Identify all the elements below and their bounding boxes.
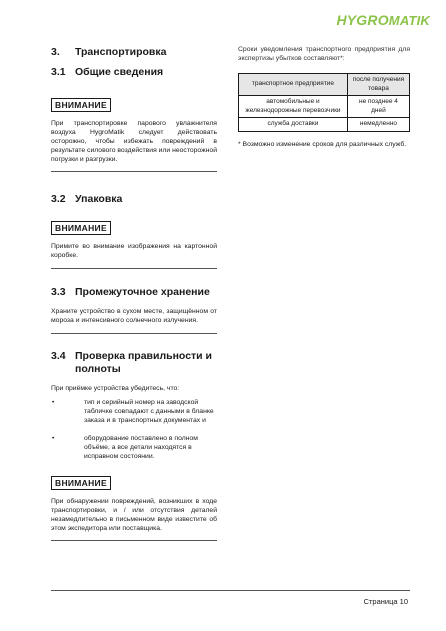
left-column bbox=[51, 45, 217, 541]
table-header-cell: после получения товара bbox=[347, 74, 409, 96]
table-cell: автомобильные и железнодорожные перевозчики bbox=[239, 96, 348, 118]
section-title: Общие сведения bbox=[75, 66, 164, 78]
paragraph: При приёмке устройства убедитесь, что: bbox=[51, 385, 180, 392]
section-number: 3.4 bbox=[51, 350, 66, 362]
section-number: 3.3 bbox=[51, 286, 66, 298]
table-row bbox=[239, 96, 410, 118]
logo-part2: MATIK bbox=[388, 13, 430, 28]
divider bbox=[51, 540, 217, 541]
section-number: 3.1 bbox=[51, 66, 66, 78]
warning-label: ВНИМАНИЕ bbox=[51, 221, 111, 235]
table-header-cell: транспортное предприятие bbox=[239, 74, 348, 96]
section-number: 3.2 bbox=[51, 193, 66, 205]
section-title: Транспортировка bbox=[75, 46, 167, 58]
table-cell: немедленно bbox=[347, 118, 409, 132]
bullet-icon: • bbox=[52, 435, 55, 442]
list-item bbox=[51, 434, 217, 461]
paragraph: При обнаружении повреждений, возникших в ходе транспортировки, и / или отсутствия деталей незамедлительно в письменном виде известите об этом экспедитора или поставщика. bbox=[51, 498, 217, 532]
footer-divider bbox=[51, 590, 410, 591]
footnote: * Возможно изменение сроков для различных служб. bbox=[238, 140, 407, 148]
section-title: Упаковка bbox=[75, 193, 123, 205]
hygromatik-logo bbox=[336, 12, 430, 28]
section-3-heading bbox=[51, 45, 217, 59]
section-title: Проверка правильности и полноты bbox=[75, 350, 213, 375]
paragraph: Сроки уведомления транспортного предприятия для экспертизы убытков составляют*: bbox=[238, 46, 410, 62]
notification-table bbox=[238, 73, 410, 132]
table-row bbox=[239, 118, 410, 132]
section-3-4-heading bbox=[51, 350, 217, 376]
divider bbox=[51, 171, 217, 172]
table-header-row bbox=[239, 74, 410, 96]
table-cell: служба доставки bbox=[239, 118, 348, 132]
list-item bbox=[51, 398, 217, 425]
right-column bbox=[238, 45, 410, 149]
paragraph: При транспортировке парового увлажнителя воздуха HygroMatik следует действовать осторожно, чтобы избежать повреждений в результате силового воздействия или неосторожной погрузки и разгрузки. bbox=[51, 120, 217, 163]
section-3-1-heading bbox=[51, 65, 217, 79]
divider bbox=[51, 333, 217, 334]
list-item-text: тип и серийный номер на заводской табличке совпадают с данными в бланке заказа и в транспортных документах и bbox=[84, 399, 214, 424]
section-3-3-heading bbox=[51, 285, 217, 299]
warning-label: ВНИМАНИЕ bbox=[51, 98, 111, 112]
paragraph: Храните устройство в сухом месте, защищённом от мороза и интенсивного солнечного излучения. bbox=[51, 308, 217, 324]
logo-part1: HYGRO bbox=[336, 12, 389, 28]
list-item-text: оборудование поставлено в полном объёме, а все детали находятся в исправном состоянии. bbox=[84, 435, 198, 460]
paragraph: Примите во внимание изображения на картонной коробке. bbox=[51, 243, 217, 259]
page-number: Страница 10 bbox=[363, 597, 408, 606]
section-number: 3. bbox=[51, 46, 60, 58]
bullet-icon: • bbox=[52, 399, 55, 406]
section-title: Промежуточное хранение bbox=[75, 286, 210, 298]
divider bbox=[51, 268, 217, 269]
table-cell: не позднее 4 дней bbox=[347, 96, 409, 118]
section-3-2-heading bbox=[51, 192, 217, 206]
warning-label: ВНИМАНИЕ bbox=[51, 476, 111, 490]
